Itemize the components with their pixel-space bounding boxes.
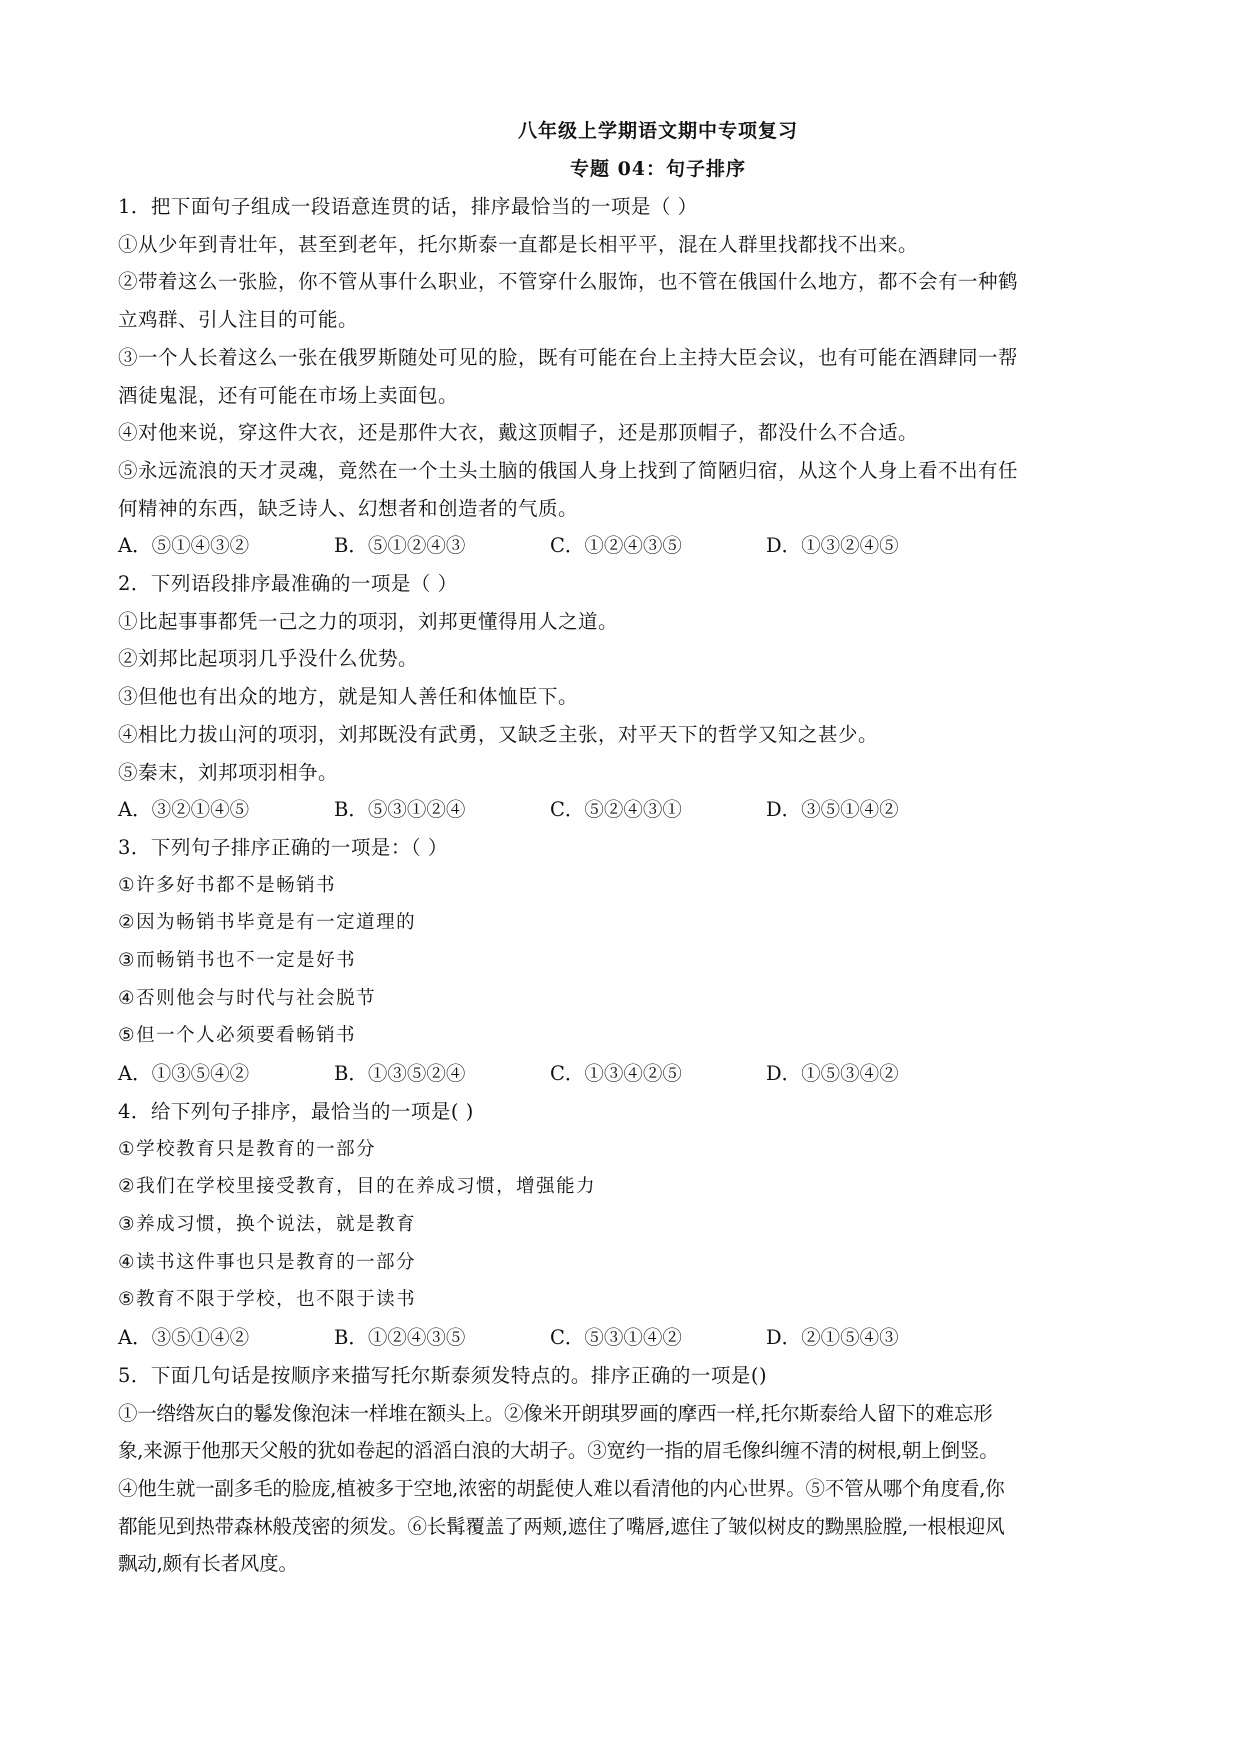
sentence-line: ④相比力拔山河的项羽，刘邦既没有武勇，又缺乏主张，对平天下的哲学又知之甚少。 [118, 722, 879, 746]
sentence-line: ③养成习惯，换个说法，就是教育 [118, 1213, 417, 1235]
sentence-line: ①一绺绺灰白的鬈发像泡沫一样堆在额头上。②像米开朗琪罗画的摩西一样,托尔斯泰给人留下的难忘形 [118, 1401, 993, 1425]
sentence-line: ⑤教育不限于学校，也不限于读书 [118, 1289, 417, 1311]
question-stem: 3．下列句子排序正确的一项是：（ ） [118, 835, 448, 859]
option-c: C．①②④③⑤ [550, 534, 682, 558]
sentence-line: ②带着这么一张脸，你不管从事什么职业，不管穿什么服饰，也不管在俄国什么地方，都不会有一种鹤 [118, 270, 1019, 294]
sentence-line: ③一个人长着这么一张在俄罗斯随处可见的脸，既有可能在台上主持大臣会议，也有可能在酒肆同一帮 [118, 345, 1019, 369]
question-3 [118, 829, 1128, 1093]
option-b: B．⑤③①②④ [334, 798, 466, 822]
option-b: B．①③⑤②④ [334, 1062, 466, 1086]
sentence-line: 飘动,颇有长者风度。 [118, 1552, 298, 1576]
option-c: C．⑤③①④② [550, 1326, 682, 1350]
option-d: D．②①⑤④③ [766, 1326, 899, 1350]
sentence-line: ①许多好书都不是畅销书 [118, 874, 337, 896]
option-c: C．①③④②⑤ [550, 1062, 682, 1086]
question-stem: 2．下列语段排序最准确的一项是（ ） [118, 572, 458, 596]
sentence-line: 酒徒鬼混，还有可能在市场上卖面包。 [118, 383, 459, 407]
sentence-line: 何精神的东西，缺乏诗人、幻想者和创造者的气质。 [118, 496, 579, 520]
sentence-line: ②刘邦比起项羽几乎没什么优势。 [118, 647, 419, 671]
sentence-line: ①比起事事都凭一己之力的项羽，刘邦更懂得用人之道。 [118, 609, 619, 633]
question-2 [118, 565, 1128, 829]
question-1 [118, 188, 1128, 565]
option-a: A．①③⑤④② [118, 1062, 250, 1086]
sentence-line: ①从少年到青壮年，甚至到老年，托尔斯泰一直都是长相平平，混在人群里找都找不出来。 [118, 232, 919, 256]
option-b: B．①②④③⑤ [334, 1326, 466, 1350]
document-subtitle: 专题 04：句子排序 [569, 158, 747, 180]
question-stem: 5．下面几句话是按顺序来描写托尔斯泰须发特点的。排序正确的一项是() [118, 1363, 768, 1387]
sentence-line: ④对他来说，穿这件大衣，还是那件大衣，戴这顶帽子，还是那顶帽子，都没什么不合适。 [118, 421, 919, 445]
sentence-line: ⑤秦末，刘邦项羽相争。 [118, 760, 339, 784]
sentence-line: 象,来源于他那天父般的犹如卷起的滔滔白浪的大胡子。③宽约一指的眉毛像纠缠不清的树根,朝上倒竖。 [118, 1439, 999, 1463]
document-title: 八年级上学期语文期中专项复习 [517, 120, 798, 142]
option-d: D．①③②④⑤ [766, 534, 899, 558]
answer-options [118, 791, 1128, 829]
option-d: D．③⑤①④② [766, 798, 899, 822]
document-page [118, 112, 1128, 1583]
sentence-line: ②我们在学校里接受教育，目的在养成习惯，增强能力 [118, 1176, 597, 1198]
option-a: A．③⑤①④② [118, 1326, 250, 1350]
sentence-line: ⑤但一个人必须要看畅销书 [118, 1025, 357, 1047]
sentence-line: ③但他也有出众的地方，就是知人善任和体恤臣下。 [118, 685, 579, 709]
answer-options [118, 1319, 1128, 1357]
sentence-line: ④他生就一副多毛的脸庞,植被多于空地,浓密的胡髭使人难以看清他的内心世界。⑤不管从哪个角度看,你 [118, 1476, 1005, 1500]
option-a: A．③②①④⑤ [118, 798, 250, 822]
sentence-line: 都能见到热带森林般茂密的须发。⑥长髯覆盖了两颊,遮住了嘴唇,遮住了皱似树皮的黝黑脸膛,一根根迎风 [118, 1514, 1005, 1538]
option-b: B．⑤①②④③ [334, 534, 466, 558]
option-d: D．①⑤③④② [766, 1062, 899, 1086]
answer-options [118, 527, 1128, 565]
sentence-line: 立鸡群、引人注目的可能。 [118, 308, 359, 332]
sentence-line: ②因为畅销书毕竟是有一定道理的 [118, 912, 417, 934]
sentence-line: ④读书这件事也只是教育的一部分 [118, 1251, 417, 1273]
sentence-line: ③而畅销书也不一定是好书 [118, 950, 357, 972]
question-stem: 4．给下列句子排序，最恰当的一项是( ) [118, 1099, 474, 1123]
question-5 [118, 1357, 1128, 1583]
sentence-line: ⑤永远流浪的天才灵魂，竟然在一个土头土脑的俄国人身上找到了简陋归宿，从这个人身上看不出有任 [118, 458, 1019, 482]
answer-options [118, 1055, 1128, 1093]
option-c: C．⑤②④③① [550, 798, 682, 822]
sentence-line: ④否则他会与时代与社会脱节 [118, 987, 377, 1009]
option-a: A．⑤①④③② [118, 534, 250, 558]
sentence-line: ①学校教育只是教育的一部分 [118, 1138, 377, 1160]
question-stem: 1．把下面句子组成一段语意连贯的话，排序最恰当的一项是（ ） [118, 195, 698, 218]
question-4 [118, 1093, 1128, 1357]
